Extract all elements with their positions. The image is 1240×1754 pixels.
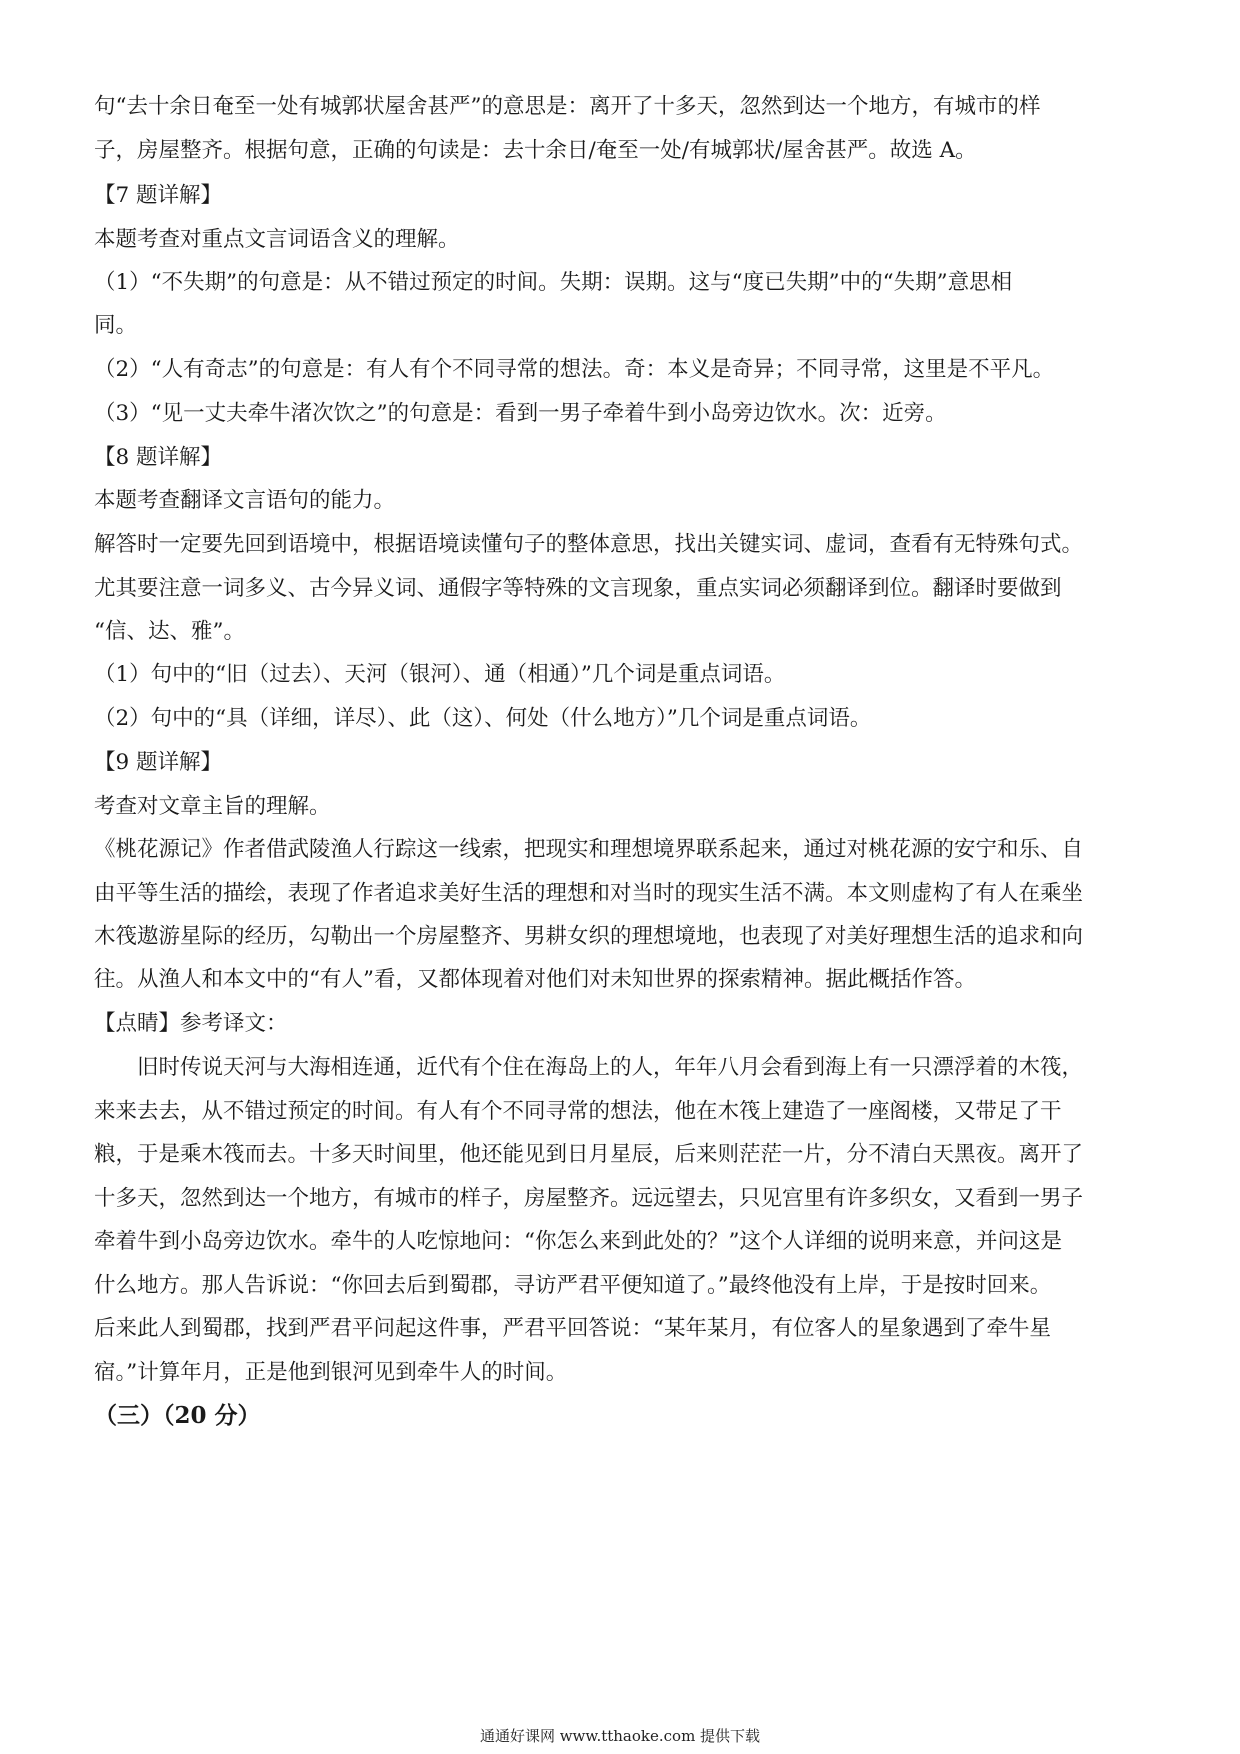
paragraph-line: 由平等生活的描绘，表现了作者追求美好生活的理想和对当时的现实生活不满。本文则虚构了有人在乘坐 xyxy=(94,881,1084,906)
translation-line: 宿。”计算年月，正是他到银河见到牵牛人的时间。 xyxy=(94,1360,568,1385)
translation-line: 粮，于是乘木筏而去。十多天时间里，他还能见到日月星辰，后来则茫茫一片，分不清白天黑夜。离开了 xyxy=(94,1142,1084,1167)
paragraph-line: 子，房屋整齐。根据句意，正确的句读是：去十余日/奄至一处/有城郭状/屋舍甚严。故选 A。 xyxy=(94,138,977,163)
paragraph-line: 本题考查翻译文言语句的能力。 xyxy=(94,488,396,513)
paragraph-line: 考查对文章主旨的理解。 xyxy=(94,794,331,819)
translation-line: 旧时传说天河与大海相连通，近代有个住在海岛上的人，年年八月会看到海上有一只漂浮着的木筏， xyxy=(137,1055,1084,1080)
paragraph-line: 本题考查对重点文言词语含义的理解。 xyxy=(94,227,460,252)
question-heading: 【8 题详解】 xyxy=(94,445,223,470)
question-heading: 【7 题详解】 xyxy=(94,183,223,208)
translation-line: 后来此人到蜀郡，找到严君平问起这件事，严君平回答说：“某年某月，有位客人的星象遇到了牵牛星 xyxy=(94,1316,1051,1341)
section-heading: （三）（20 分） xyxy=(94,1402,261,1429)
comment-heading: 【点睛】参考译文： xyxy=(94,1011,288,1036)
paragraph-line: 往。从渔人和本文中的“有人”看，又都体现着对他们对未知世界的探索精神。据此概括作答。 xyxy=(94,967,976,992)
paragraph-line: 句“去十余日奄至一处有城郭状屋舍甚严”的意思是：离开了十多天，忽然到达一个地方，有城市的样 xyxy=(94,94,1041,119)
translation-line: 来来去去，从不错过预定的时间。有人有个不同寻常的想法，他在木筏上建造了一座阁楼，又带足了干 xyxy=(94,1099,1062,1124)
question-heading: 【9 题详解】 xyxy=(94,750,223,775)
paragraph-line: 解答时一定要先回到语境中，根据语境读懂句子的整体意思，找出关键实词、虚词，查看有无特殊句式。 xyxy=(94,532,1084,557)
paragraph-line: （2）“人有奇志”的句意是：有人有个不同寻常的想法。奇：本义是奇异；不同寻常，这里是不平凡。 xyxy=(94,357,1055,382)
paragraph-line: 同。 xyxy=(94,313,138,338)
translation-line: 十多天，忽然到达一个地方，有城市的样子，房屋整齐。远远望去，只见宫里有许多织女，又看到一男子 xyxy=(94,1186,1084,1211)
paragraph-line: （2）句中的“具（详细，详尽）、此（这）、何处（什么地方）”几个词是重点词语。 xyxy=(94,706,872,731)
paragraph-line: （1）“不失期”的句意是：从不错过预定的时间。失期：误期。这与“度已失期”中的“失期”意思相 xyxy=(94,270,1013,295)
page-footer: 通通好课网 www.tthaoke.com 提供下载 xyxy=(479,1727,761,1745)
paragraph-line: 木筏遨游星际的经历，勾勒出一个房屋整齐、男耕女织的理想境地，也表现了对美好理想生活的追求和向 xyxy=(94,924,1084,949)
translation-line: 牵着牛到小岛旁边饮水。牵牛的人吃惊地问：“你怎么来到此处的？”这个人详细的说明来意，并问这是 xyxy=(94,1229,1062,1254)
translation-line: 什么地方。那人告诉说：“你回去后到蜀郡，寻访严君平便知道了。”最终他没有上岸，于是按时回来。 xyxy=(94,1273,1052,1298)
paragraph-line: （3）“见一丈夫牵牛渚次饮之”的句意是：看到一男子牵着牛到小岛旁边饮水。次：近旁。 xyxy=(94,401,947,426)
paragraph-line: 《桃花源记》作者借武陵渔人行踪这一线索，把现实和理想境界联系起来，通过对桃花源的安宁和乐、自 xyxy=(94,837,1084,862)
paragraph-line: 尤其要注意一词多义、古今异义词、通假字等特殊的文言现象，重点实词必须翻译到位。翻译时要做到 xyxy=(94,576,1062,601)
paragraph-line: “信、达、雅”。 xyxy=(94,619,245,644)
paragraph-line: （1）句中的“旧（过去）、天河（银河）、通（相通）”几个词是重点词语。 xyxy=(94,662,786,687)
